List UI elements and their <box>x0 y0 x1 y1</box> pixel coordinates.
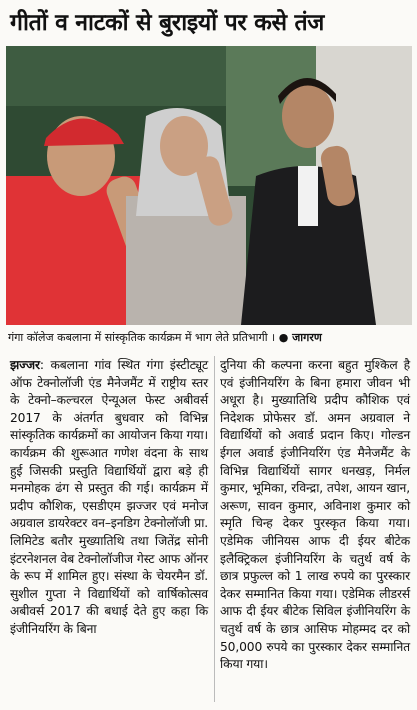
headline: गीतों व नाटकों से बुराइयों पर कसे तंज <box>10 10 325 36</box>
article-text-left: : कबलाना गांव स्थित गंगा इंस्टीट्यूट ऑफ टेक्नोलॉजी एंड मैनेजमैंट में राष्ट्रीय स्तर के टेक्नो–कल्चरल ऐन्यूअल फेस्ट अबीवर्स 2017 के अंतर्गत बुधवार को विभिन्न सांस्कृतिक कार्यक्रमों का आयोजन किया गया। कार्यक्रम की शुरूआत गणेश वंदना के साथ हुई जिसकी प्रस्तुति विद्यार्थियों द्वारा बड़े ही मनमोहक ढंग से प्रस्तुत की गई। कार्यक्रम में प्रदीप कौशिक, एसडीएम झज्जर एवं मनोज अग्रवाल डायरेक्टर वन–इनडिग टेक्नोलॉजी प्रा. लिमिटेड बतौर मुख्यातिथि तथा जितेंद्र सोनी इंटरनेशनल वेब टेक्नोलॉजीज गेस्ट आफ ऑनर के रूप में शामिल हुए। संस्था के चेयरमैन डॉ. सुशील गुप्ता ने विद्यार्थियों को वार्षिकोत्सव अबीवर्स 2017 की बधाई देते हुए कहा कि इंजीनियरिंग के बिना <box>10 358 208 636</box>
dateline: झज्जर <box>10 358 40 372</box>
performer-right-shirt <box>298 166 318 226</box>
news-photo <box>6 46 412 325</box>
article-column-left <box>10 357 208 639</box>
column-divider <box>214 356 215 702</box>
photo-credit: ● जागरण <box>278 331 322 344</box>
photo-caption <box>8 329 412 347</box>
article-column-right <box>220 357 410 674</box>
performers-illustration <box>6 46 412 325</box>
article-text-right: दुनिया की कल्पना करना बहुत मुश्किल है एवं इंजीनियरिंग के बिना हमारा जीवन भी अधूरा है। मुख्यातिथि प्रदीप कौशिक एवं निदेशक प्रोफेसर डॉ. अमन अग्रवाल ने विद्यार्थियों को अवार्ड प्रदान किए। गोल्डन ईगल अवार्ड इंजीनियरिंग एंड मैनेजमैंट के विभिन्न विद्यार्थियों सागर धनखड़, निर्मल कुमार, भूमिका, रविन्द्रा, तपेश, आयन खान, अरूण, सावन कुमार, अविनाश कुमार को स्मृति चिन्ह देकर पुरस्कृत किया गया। एडेमिक जीनियस आफ दी ईयर बीटेक इलैक्ट्रिकल इंजीनियरिंग के चतुर्थ वर्ष के छात्र प्रफुल्ल को 1 लाख रुपये का पुरस्कार देकर सम्मानित किया गया। एडेमिक लीडरर्स आफ दी ईयर बीटेक सिविल इंजीनियरिंग के चतुर्थ वर्ष के छात्र आसिफ मोहम्मद दर को 50,000 रुपये का पुरस्कार देकर सम्मानित किया गया। <box>220 358 410 672</box>
performer-right-face <box>282 84 334 148</box>
caption-text: गंगा कॉलेज कबलाना में सांस्कृतिक कार्यक्रम में भाग लेते प्रतिभागी । <box>8 331 276 344</box>
